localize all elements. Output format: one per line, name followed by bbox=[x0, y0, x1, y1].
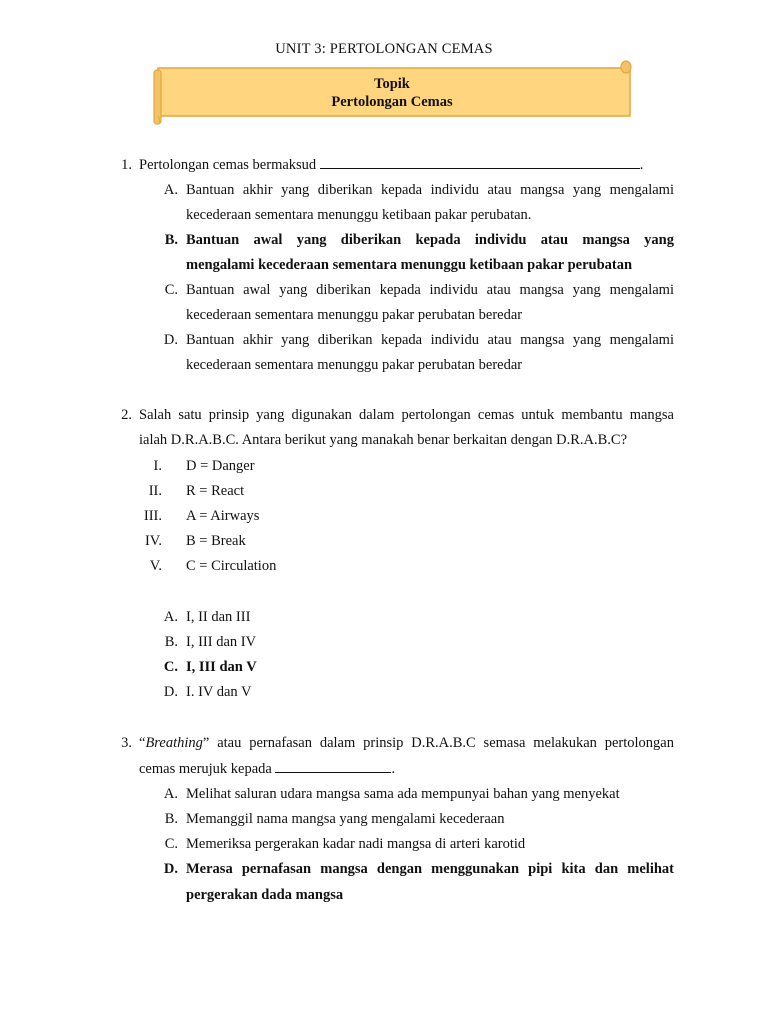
answer-blank bbox=[275, 760, 391, 773]
option-letter: B. bbox=[164, 232, 178, 248]
option-text: I. IV dan V bbox=[186, 684, 252, 700]
option-line: pergerakan dada mangsa bbox=[186, 887, 344, 903]
option-text: I, II dan III bbox=[186, 609, 251, 625]
roman-numeral: I. bbox=[153, 458, 162, 474]
option-text: Melihat saluran udara mangsa sama ada mempunyai bahan yang menyekat bbox=[186, 786, 620, 802]
question-number: 1. bbox=[121, 157, 132, 173]
option-letter: A. bbox=[163, 609, 178, 625]
option-letter: C. bbox=[164, 282, 178, 298]
option-text: I, III dan IV bbox=[186, 634, 257, 650]
statement-text: C = Circulation bbox=[186, 558, 277, 574]
banner-title: Topik bbox=[374, 76, 410, 92]
option-line: Bantuan akhir yang diberikan kepada individu atau mangsa yang mengalami bbox=[186, 332, 674, 348]
question-number: 2. bbox=[121, 407, 132, 423]
option-text: I, III dan V bbox=[186, 659, 257, 675]
option-line: Bantuan akhir yang diberikan kepada individu atau mangsa yang mengalami bbox=[186, 182, 674, 198]
question-stem: ialah D.R.A.B.C. Antara berikut yang manakah benar berkaitan dengan D.R.A.B.C? bbox=[139, 432, 628, 448]
stem-italic: Breathing bbox=[145, 735, 203, 751]
option-letter: C. bbox=[164, 836, 178, 852]
question-stem: Salah satu prinsip yang digunakan dalam pertolongan cemas untuk membantu mangsa bbox=[139, 407, 674, 423]
stem-text: Pertolongan cemas bermaksud bbox=[139, 157, 317, 173]
statement-text: A = Airways bbox=[186, 508, 260, 524]
roman-numeral: IV. bbox=[144, 533, 162, 549]
question-number: 3. bbox=[121, 735, 132, 751]
option-text: Memanggil nama mangsa yang mengalami kecederaan bbox=[186, 811, 505, 827]
option-letter: A. bbox=[163, 786, 178, 802]
option-line: kecederaan sementara menunggu ketibaan pakar perubatan. bbox=[186, 207, 532, 223]
option-line: Merasa pernafasan mangsa dengan menggunakan pipi kita dan melihat bbox=[186, 861, 674, 877]
page-title: UNIT 3: PERTOLONGAN CEMAS bbox=[275, 41, 493, 57]
option-letter: D. bbox=[163, 861, 178, 877]
question-stem: Pertolongan cemas bermaksud . bbox=[139, 157, 644, 173]
banner-subtitle: Pertolongan Cemas bbox=[331, 94, 453, 110]
answer-blank bbox=[320, 156, 640, 169]
question-stem: cemas merujuk kepada . bbox=[139, 761, 396, 777]
option-letter: A. bbox=[163, 182, 178, 198]
statement-text: D = Danger bbox=[186, 458, 255, 474]
topic-banner bbox=[152, 58, 636, 128]
option-letter: D. bbox=[163, 332, 178, 348]
statement-text: R = React bbox=[186, 483, 245, 499]
option-line: kecederaan sementara menunggu pakar perubatan beredar bbox=[186, 307, 523, 323]
option-text: Memeriksa pergerakan kadar nadi mangsa di arteri karotid bbox=[186, 836, 526, 852]
option-line: Bantuan awal yang diberikan kepada individu atau mangsa yang bbox=[186, 232, 674, 248]
stem-text: ” atau pernafasan dalam prinsip D.R.A.B.C semasa melakukan pertolongan bbox=[202, 735, 674, 751]
option-letter: B. bbox=[164, 811, 178, 827]
option-letter: C. bbox=[163, 659, 178, 675]
option-letter: D. bbox=[163, 684, 178, 700]
stem-text: cemas merujuk kepada bbox=[139, 761, 272, 777]
option-line: mengalami kecederaan sementara menunggu ketibaan pakar perubatan bbox=[186, 257, 633, 273]
question-stem bbox=[139, 734, 674, 752]
statement-text: B = Break bbox=[186, 533, 246, 549]
option-line: kecederaan sementara menunggu pakar perubatan beredar bbox=[186, 357, 523, 373]
roman-numeral: V. bbox=[149, 558, 162, 574]
option-line: Bantuan awal yang diberikan kepada individu atau mangsa yang mengalami bbox=[186, 282, 674, 298]
roman-numeral: III. bbox=[143, 508, 162, 524]
option-letter: B. bbox=[164, 634, 178, 650]
roman-numeral: II. bbox=[148, 483, 162, 499]
quote-mark: “ bbox=[139, 735, 146, 751]
